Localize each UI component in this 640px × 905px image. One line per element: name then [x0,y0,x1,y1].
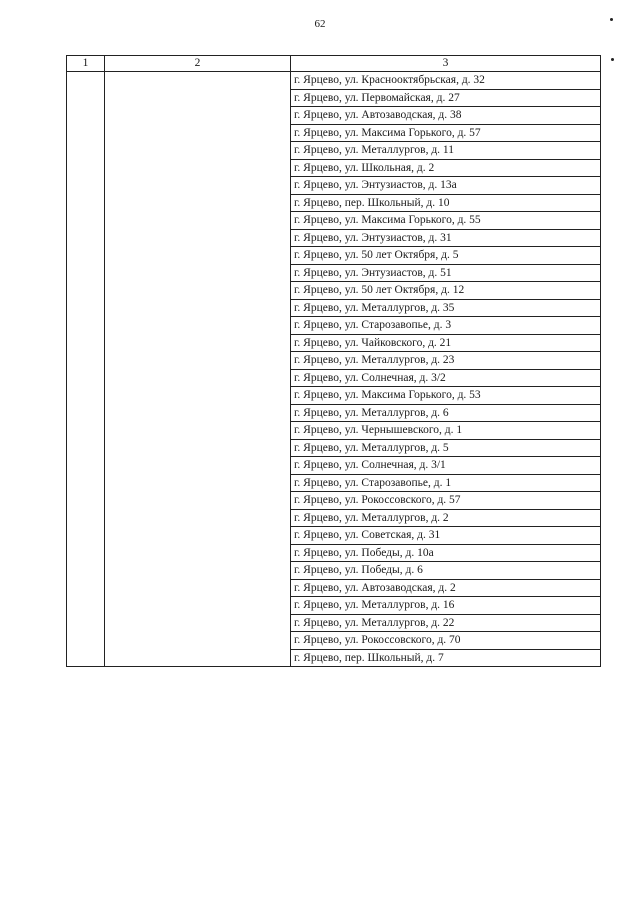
address-cell: г. Ярцево, ул. Советская, д. 31 [291,527,601,545]
address-cell: г. Ярцево, ул. Чернышевского, д. 1 [291,422,601,440]
address-cell: г. Ярцево, ул. Максима Горького, д. 55 [291,212,601,230]
address-table [66,55,601,667]
scan-speck [610,18,613,21]
address-cell: г. Ярцево, ул. Рокоссовского, д. 70 [291,632,601,650]
address-cell: г. Ярцево, ул. Металлургов, д. 11 [291,142,601,160]
scan-speck [611,58,614,61]
address-cell: г. Ярцево, ул. Старозавопье, д. 1 [291,474,601,492]
table-row [67,72,601,90]
address-cell: г. Ярцево, ул. Первомайская, д. 27 [291,89,601,107]
address-cell: г. Ярцево, ул. Солнечная, д. 3/1 [291,457,601,475]
address-cell: г. Ярцево, ул. Автозаводская, д. 2 [291,579,601,597]
address-cell: г. Ярцево, ул. Металлургов, д. 5 [291,439,601,457]
address-cell: г. Ярцево, ул. Металлургов, д. 23 [291,352,601,370]
column-header-1: 1 [67,56,105,72]
address-cell: г. Ярцево, ул. Энтузиастов, д. 13а [291,177,601,195]
column-1-cell [67,72,105,667]
address-cell: г. Ярцево, ул. Солнечная, д. 3/2 [291,369,601,387]
address-cell: г. Ярцево, ул. Победы, д. 6 [291,562,601,580]
address-cell: г. Ярцево, ул. 50 лет Октября, д. 5 [291,247,601,265]
address-cell: г. Ярцево, ул. Победы, д. 10а [291,544,601,562]
address-cell: г. Ярцево, ул. Металлургов, д. 22 [291,614,601,632]
address-cell: г. Ярцево, ул. Энтузиастов, д. 31 [291,229,601,247]
address-cell: г. Ярцево, ул. Автозаводская, д. 38 [291,107,601,125]
address-cell: г. Ярцево, ул. Металлургов, д. 2 [291,509,601,527]
column-header-2: 2 [105,56,291,72]
address-cell: г. Ярцево, ул. 50 лет Октября, д. 12 [291,282,601,300]
table-header [67,56,601,72]
address-cell: г. Ярцево, ул. Металлургов, д. 35 [291,299,601,317]
address-cell: г. Ярцево, ул. Старозавопье, д. 3 [291,317,601,335]
address-cell: г. Ярцево, ул. Металлургов, д. 6 [291,404,601,422]
address-cell: г. Ярцево, ул. Максима Горького, д. 57 [291,124,601,142]
column-2-cell [105,72,291,667]
address-cell: г. Ярцево, ул. Краснооктябрьская, д. 32 [291,72,601,90]
header-row [67,56,601,72]
address-cell: г. Ярцево, ул. Энтузиастов, д. 51 [291,264,601,282]
address-cell: г. Ярцево, ул. Школьная, д. 2 [291,159,601,177]
address-cell: г. Ярцево, ул. Рокоссовского, д. 57 [291,492,601,510]
address-cell: г. Ярцево, ул. Чайковского, д. 21 [291,334,601,352]
page-number: 62 [314,18,326,30]
table-body [67,72,601,667]
address-cell: г. Ярцево, пер. Школьный, д. 10 [291,194,601,212]
address-cell: г. Ярцево, ул. Максима Горького, д. 53 [291,387,601,405]
column-header-3: 3 [291,56,601,72]
address-cell: г. Ярцево, ул. Металлургов, д. 16 [291,597,601,615]
address-cell: г. Ярцево, пер. Школьный, д. 7 [291,649,601,667]
